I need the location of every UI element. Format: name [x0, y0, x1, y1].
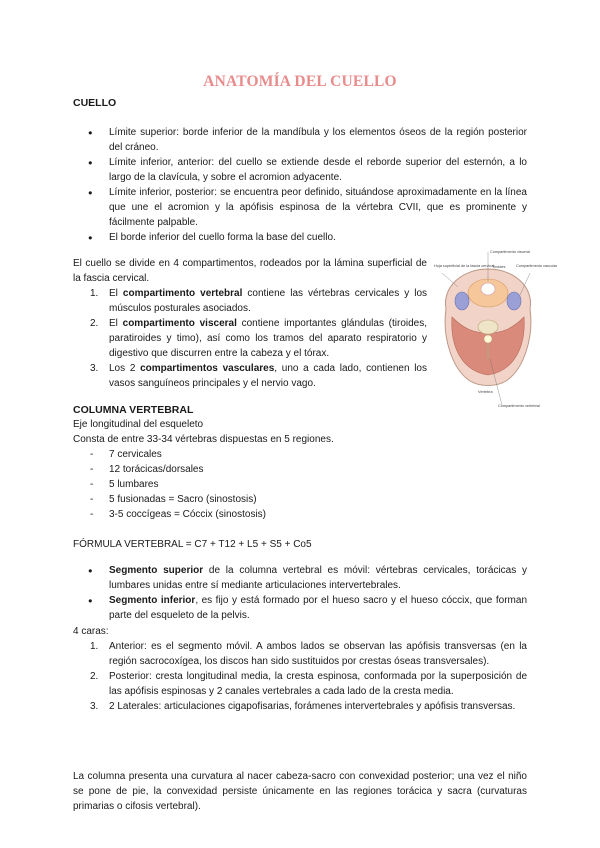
regions-list [73, 447, 473, 522]
list-item: 3. Los 2 compartimentos vasculares, uno a cada lado, contienen los vasos sanguíneos principales y el nervio vago. [90, 363, 427, 389]
compartments-list [73, 286, 427, 391]
list-item: ● El borde inferior del cuello forma la base del cuello. [73, 230, 527, 245]
list-item: 1. Anterior: es el segmento móvil. A ambos lados se observan las apófisis transversas (en la región sacrocoxígea, los discos han sido sustituidos por crestas óseas transversales). [90, 641, 527, 667]
list-item: 1. El compartimento vertebral contiene las vértebras cervicales y los músculos posturales asociados. [90, 288, 427, 314]
page-title: ANATOMÍA DEL CUELLO [203, 73, 397, 90]
list-item: - 5 fusionadas = Sacro (sinostosis) [73, 492, 473, 507]
list-item: - 7 cervicales [73, 447, 473, 462]
list-item: ● Segmento inferior, es fijo y está formado por el hueso sacro y el hueso cóccix, que forman parte del esqueleto de la pelvis. [73, 593, 527, 623]
compartments-intro: El cuello se divide en 4 compartimentos, rodeados por la lámina superficial de la fascia cervical. [73, 258, 427, 284]
list-item: ● Segmento superior de la columna vertebral es móvil: vértebras cervicales, torácicas y lumbares unidas entre sí mediante articulaciones intervertebrales. [73, 563, 527, 593]
figure-label-fascia: Hoja superficial de la fascia cervical [434, 264, 495, 268]
section-heading-cuello: CUELLO [73, 97, 117, 109]
closing-paragraph: La columna presenta una curvatura al nacer cabeza-sacro con convexidad posterior; una vez el niño se pone de pie, la convexidad persiste únicamente en las regiones torácica y sacra (curvaturas primarias o cifosis vertebral). [73, 771, 527, 812]
section-heading-columna: COLUMNA VERTEBRAL [73, 404, 194, 416]
list-item: ● Límite inferior, posterior: se encuentra peor definido, situándose aproximadamente en la línea que une el acromion y la apófisis espinosa de la vértebra CVII, que es prominente y fácilmente palpable. [73, 185, 527, 230]
vertebral-formula: FÓRMULA VERTEBRAL = C7 + T12 + L5 + S5 + Co5 [73, 539, 312, 550]
list-item: - 12 torácicas/dorsales [73, 462, 473, 477]
list-item: - 3-5 coccígeas = Cóccix (sinostosis) [73, 507, 473, 522]
figure-label-visceral: Compartimento visceral [490, 250, 530, 254]
list-item: 2. Posterior: cresta longitudinal media, la cresta espinosa, conformada por la superposición de las apófisis espinosas y 2 canales vertebrales a cada lado de la cresta media. [90, 671, 527, 697]
text-line: Eje longitudinal del esqueleto [73, 419, 204, 430]
segments-list [73, 563, 527, 623]
list-item: - 5 lumbares [73, 477, 473, 492]
list-item: ● Límite superior: borde inferior de la mandíbula y los elementos óseos de la región posterior del cráneo. [73, 125, 527, 155]
list-item: 3. 2 Laterales: articulaciones cigapofisarias, forámenes intervertebrales y apófisis transversas. [90, 701, 516, 712]
limits-list [73, 125, 527, 245]
caras-label: 4 caras: [73, 626, 109, 637]
text-line: Consta de entre 33-34 vértebras dispuestas en 5 regiones. [73, 434, 334, 445]
figure-label-vascular: Compartimento vascular [516, 264, 558, 268]
list-item: ● Límite inferior, anterior: del cuello se extiende desde el reborde superior del esternón, a lo largo de la clavícula, y sobre el acromion adyacente. [73, 155, 527, 185]
list-item: 2. El compartimento visceral contiene importantes glándulas (tiroides, paratiroides y timo), así como los tramos del aparato respiratorio y digestivo que discurren entre la cabeza y el tórax. [90, 318, 428, 359]
figure-label-tiroides: Tiroides [492, 265, 506, 269]
caras-list [73, 639, 527, 714]
figure-label-vertebral: Compartimento vertebral [498, 404, 540, 408]
figure-label-vertebra: Vértebra [478, 390, 493, 394]
neck-cross-section-figure [432, 247, 558, 409]
